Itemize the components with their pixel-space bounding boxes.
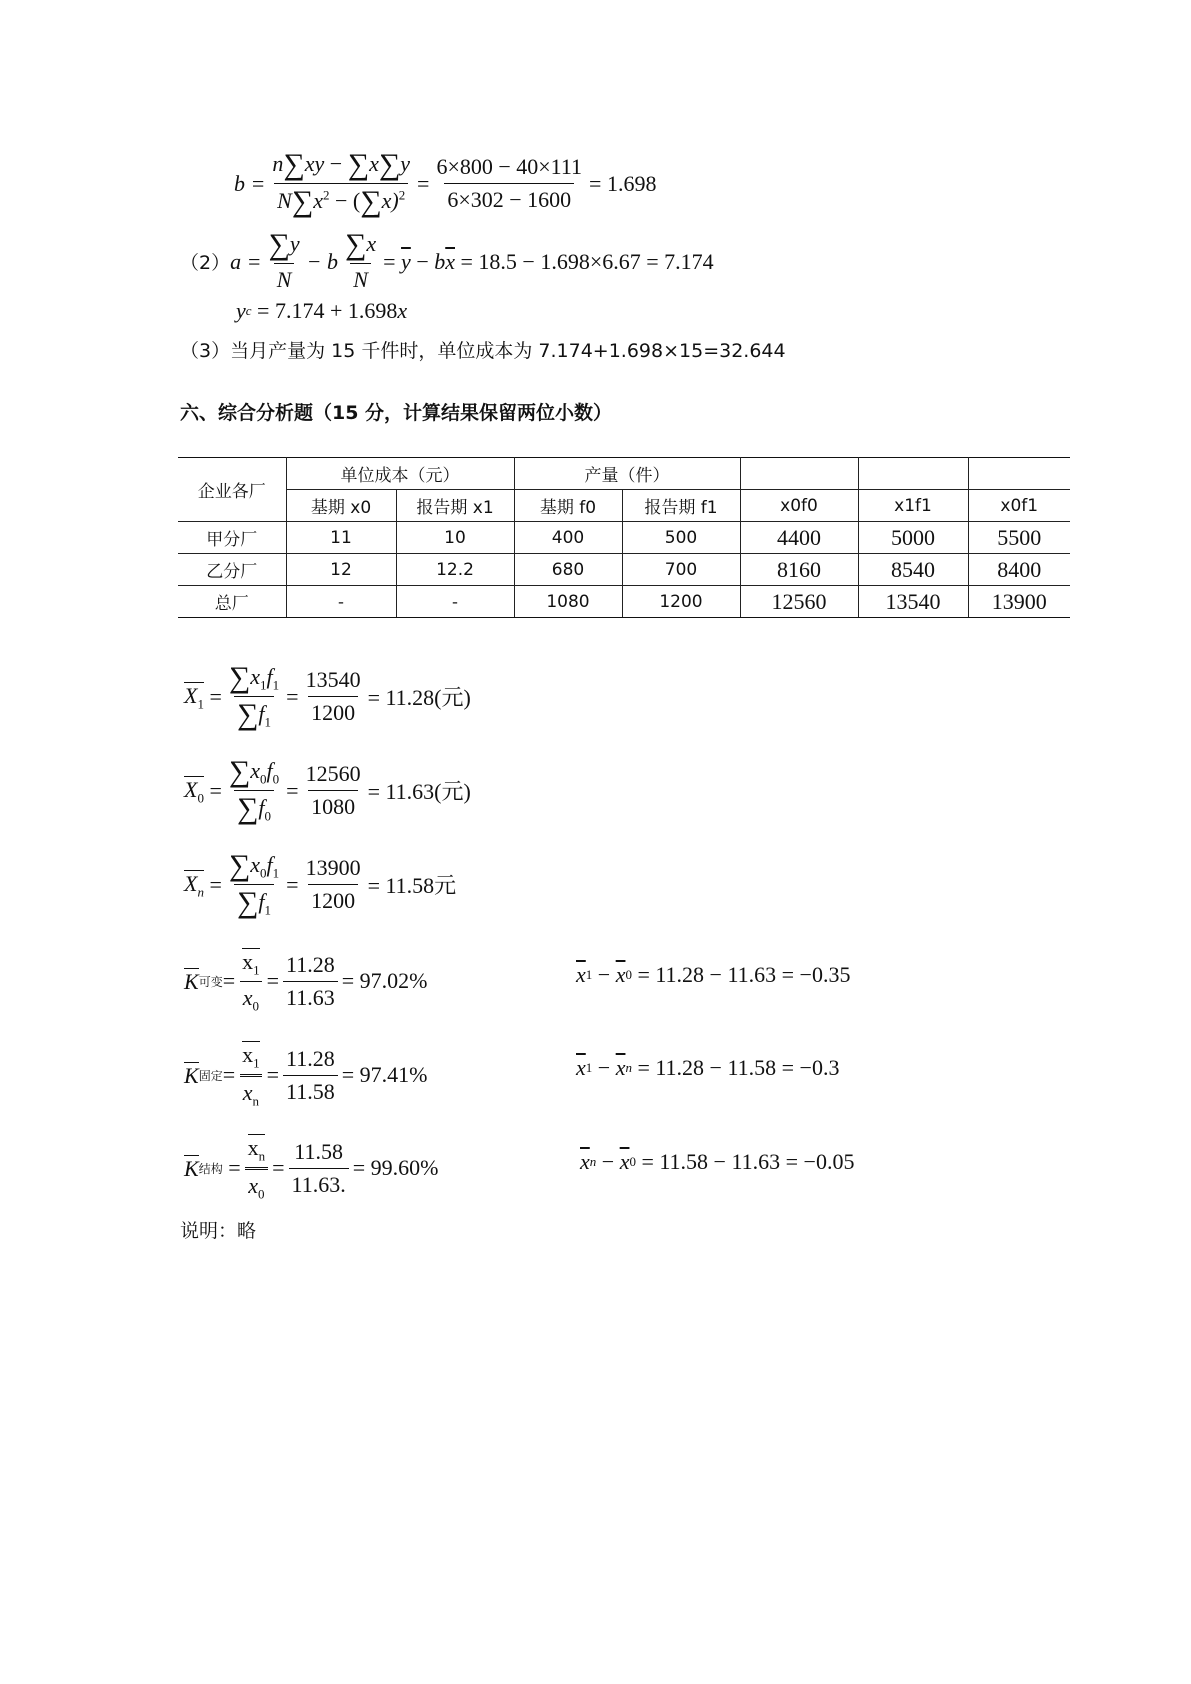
table-header-row	[178, 458, 1070, 490]
formula-a: （2） a = $\frac{\sum y}{N}$ − b $\frac{\sum x}{N}$ = $\overline{y}$ − b $\overline{x}$ = 18.5 − 1.698×6.67 = 7.174	[180, 228, 714, 292]
table-row: 甲分厂 11 10 400 500 4400 5000 5500	[178, 522, 1070, 554]
formula-b-result: = 1.698	[589, 170, 657, 196]
sum-icon: ∑	[237, 698, 259, 732]
header-factory: 企业各厂	[178, 458, 286, 522]
formula-k-structure: K 结构 = $\frac{x_n}{x_0}$ = $\frac{11.58}{11.63.}$ = 99.60%	[184, 1135, 439, 1202]
sum-icon: ∑	[378, 148, 401, 181]
formula-a-fraction-1: $\frac{\sum y}{N}$	[268, 228, 300, 292]
answer-3: （3）当月产量为 15 千件时，单位成本为 7.174+1.698×15=32.644	[180, 340, 786, 362]
sum-icon: ∑	[237, 886, 259, 920]
formula-a-label: （2）	[180, 252, 231, 274]
sum-icon: ∑	[237, 792, 259, 826]
sum-icon: ∑	[228, 661, 251, 694]
formula-a-fraction-2: $\frac{\sum x}{N}$	[344, 228, 377, 292]
header-unit-cost: 单位成本（元）	[286, 458, 514, 490]
sum-icon: ∑	[228, 849, 251, 882]
section-heading: 六、综合分析题（15 分，计算结果保留两位小数）	[180, 402, 613, 424]
sum-icon: ∑	[228, 755, 251, 788]
data-table	[178, 457, 1070, 618]
formula-x0-mean: $X_0$ = $\frac{\sum x_0f_0}{\sum f_0}$ = $\frac{12560}{1080}$ = 11.63(元)	[184, 755, 471, 826]
formula-b-lhs: b =	[234, 170, 266, 196]
diff-fixed: $\overline{x}$ 1 − $\overline{x}$ n = 11.28 − 11.58 = −0.3	[576, 1055, 840, 1080]
formula-b: b = $\frac{n\sum xy - \sum x\sum y}{N\sum x^2 - (\sum x)^2}$ = $\frac{6\times 800 - 40\times 111}{6\times 302 - 1600}$ = 1.698	[234, 148, 657, 218]
formula-b-fraction-2: $\frac{6\times 800 - 40\times 111}{6\times 302 - 1600}$	[436, 154, 583, 212]
formula-xn-mean: $X_n$ = $\frac{\sum x_0f_1}{\sum f_1}$ = $\frac{13900}{1200}$ = 11.58元	[184, 849, 457, 920]
diff-structure: $\overline{x}$ n − $\overline{x}$ 0 = 11.58 − 11.63 = −0.05	[580, 1149, 855, 1174]
sum-icon: ∑	[268, 228, 290, 261]
note: 说明：略	[180, 1220, 257, 1242]
sum-icon: ∑	[291, 185, 314, 218]
header-output: 产量（件）	[514, 458, 740, 490]
formula-k-variable: K 可变 = $\frac{x_1}{x_0}$ = $\frac{11.28}{11.63}$ = 97.02%	[184, 949, 428, 1014]
diff-variable: $\overline{x}$ 1 − $\overline{x}$ 0 = 11.28 − 11.63 = −0.35	[576, 962, 851, 987]
formula-k-fixed: K 固定 = $\frac{x_1}{x_n}$ = $\frac{11.28}{11.58}$ = 97.41%	[184, 1042, 428, 1109]
sum-icon: ∑	[283, 148, 305, 181]
formula-b-fraction-1: $\frac{n\sum xy - \sum x\sum y}{N\sum x^2 - (\sum x)^2}$	[272, 148, 411, 218]
formula-x1-mean: $X_1$ = $\frac{\sum x_1f_1}{\sum f_1}$ = $\frac{13540}{1200}$ = 11.28(元)	[184, 661, 471, 732]
table-row: 总厂 - - 1080 1200 12560 13540 13900	[178, 586, 1070, 618]
table-header-row: 基期 x0 报告期 x1 基期 f0 报告期 f1 x0f0 x1f1 x0f1	[178, 490, 1070, 522]
sum-icon: ∑	[344, 228, 367, 261]
formula-yc: y c = 7.174 + 1.698 x	[236, 298, 408, 323]
sum-icon: ∑	[360, 185, 382, 218]
table-row: 乙分厂 12 12.2 680 700 8160 8540 8400	[178, 554, 1070, 586]
sum-icon: ∑	[347, 148, 370, 181]
